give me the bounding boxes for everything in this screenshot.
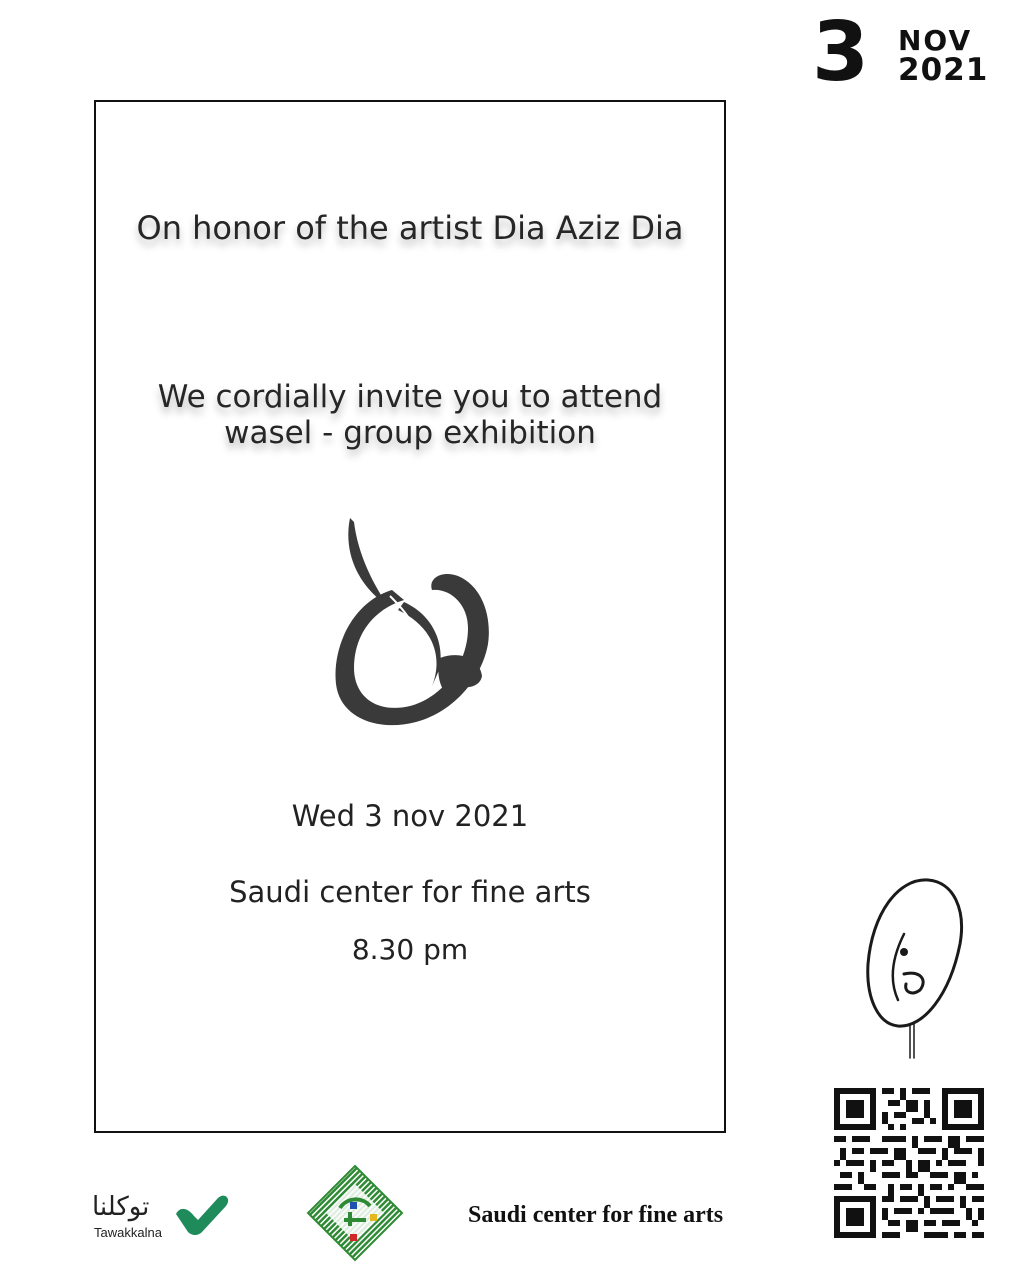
tawakkalna-arabic-label: توكلنا xyxy=(92,1192,150,1222)
center-logo-icon xyxy=(306,1164,404,1262)
checkmark-icon xyxy=(172,1192,230,1238)
tawakkalna-logo xyxy=(92,1192,232,1250)
calligraphy-logo-icon xyxy=(332,518,496,730)
honor-text: On honor of the artist Dia Aziz Dia xyxy=(136,209,684,247)
invitation-card xyxy=(94,100,726,1133)
date-badge xyxy=(812,5,1002,100)
event-time: 8.30 pm xyxy=(351,933,469,966)
date-year: 2021 xyxy=(898,52,989,88)
event-venue: Saudi center for fine arts xyxy=(229,875,591,909)
tawakkalna-english-label: Tawakkalna xyxy=(94,1225,162,1240)
signature-icon xyxy=(858,874,968,1064)
event-date: Wed 3 nov 2021 xyxy=(291,799,529,833)
qr-code-icon[interactable] xyxy=(834,1088,984,1238)
invite-text: We cordially invite you to attend wasel - group exhibition xyxy=(157,379,663,451)
footer-center-name: Saudi center for fine arts xyxy=(468,1202,724,1228)
date-month: NOV xyxy=(898,24,973,57)
date-day: 3 xyxy=(812,5,868,100)
